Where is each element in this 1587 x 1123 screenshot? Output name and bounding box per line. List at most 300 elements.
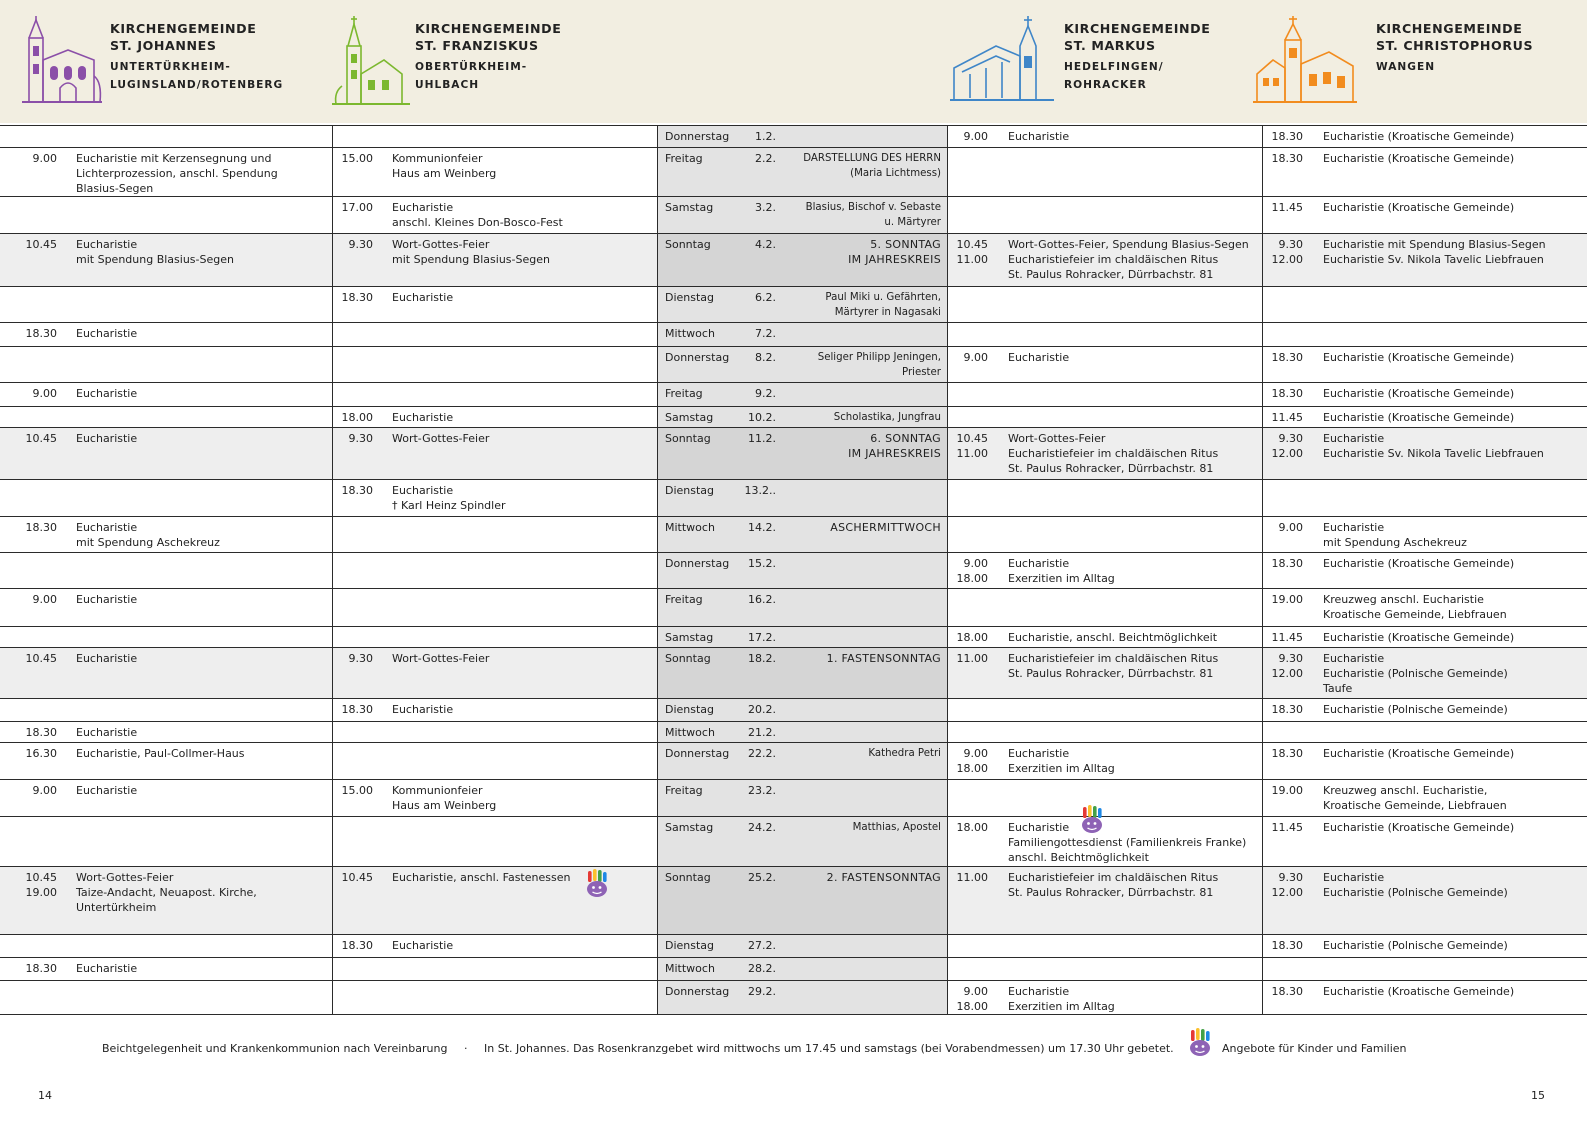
service-time: 9.30 12.00 — [1271, 652, 1303, 680]
date: 6.2. — [755, 291, 776, 304]
service-cell-c4 — [1262, 197, 1587, 233]
service-time: 9.00 — [32, 593, 57, 606]
date: 22.2. — [748, 747, 776, 760]
service-cell-c2 — [332, 780, 657, 816]
calendar-cell — [657, 287, 947, 322]
table-row — [0, 406, 1587, 427]
service-cell-c2 — [332, 126, 657, 147]
date: 28.2. — [748, 962, 776, 975]
parish-area-line2: LUGINSLAND/ROTENBERG — [110, 79, 284, 91]
feast-day: 5. SONNTAG IM JAHRESKREIS — [848, 238, 941, 266]
service-cell-c4 — [1262, 648, 1587, 698]
weekday: Dienstag — [665, 703, 715, 716]
service-description: Eucharistie (Polnische Gemeinde) — [1323, 703, 1508, 716]
service-cell-c4 — [1262, 627, 1587, 647]
service-cell-c3 — [947, 589, 1262, 626]
service-time: 11.00 — [956, 652, 988, 665]
calendar-cell — [657, 958, 947, 980]
service-description: Eucharistie (Kroatische Gemeinde) — [1323, 201, 1515, 214]
service-time: 9.30 12.00 — [1271, 871, 1303, 899]
service-cell-c2 — [332, 743, 657, 779]
parish-area-line2: ROHRACKER — [1064, 79, 1147, 91]
service-description: Eucharistie mit Spendung Blasius-Segen — [76, 238, 234, 266]
service-cell-c2 — [332, 958, 657, 980]
service-cell-c1 — [0, 287, 332, 322]
service-cell-c4 — [1262, 699, 1587, 721]
service-description: Wort-Gottes-Feier Taize-Andacht, Neuapost. Kirche, Untertürkheim — [76, 871, 257, 914]
table-row — [0, 816, 1587, 866]
service-cell-c4 — [1262, 428, 1587, 479]
service-time: 11.45 — [1271, 201, 1303, 214]
date: 25.2. — [748, 871, 776, 884]
parish-name-line1: KIRCHENGEMEINDE — [1376, 21, 1523, 36]
service-time: 19.00 — [1271, 784, 1303, 797]
calendar-cell — [657, 383, 947, 406]
service-cell-c3 — [947, 287, 1262, 322]
date: 29.2. — [748, 985, 776, 998]
service-description: Eucharistie (Kroatische Gemeinde) — [1323, 821, 1515, 834]
footer-note-confession: Beichtgelegenheit und Krankenkommunion nach Vereinbarung — [102, 1042, 448, 1055]
service-cell-c4 — [1262, 480, 1587, 516]
table-row — [0, 721, 1587, 742]
date: 27.2. — [748, 939, 776, 952]
weekday: Dienstag — [665, 939, 715, 952]
service-cell-c2 — [332, 722, 657, 742]
weekday: Samstag — [665, 201, 714, 214]
service-time: 9.00 — [32, 784, 57, 797]
service-cell-c4 — [1262, 126, 1587, 147]
service-description: Eucharistie — [76, 387, 138, 400]
parish-area-line1: OBERTÜRKHEIM- — [415, 61, 528, 73]
service-time: 9.00 — [963, 351, 988, 364]
service-time: 9.30 12.00 — [1271, 238, 1303, 266]
weekday: Mittwoch — [665, 521, 715, 534]
date: 8.2. — [755, 351, 776, 364]
service-description: Eucharistiefeier im chaldäischen Ritus St. Paulus Rohracker, Dürrbachstr. 81 — [1008, 652, 1219, 680]
service-description: Eucharistie (Kroatische Gemeinde) — [1323, 557, 1515, 570]
calendar-cell — [657, 234, 947, 286]
parish-name — [1376, 20, 1533, 54]
service-time: 9.00 — [1278, 521, 1303, 534]
service-cell-c1 — [0, 780, 332, 816]
service-time: 9.30 — [348, 432, 373, 445]
service-time: 18.30 — [1271, 703, 1303, 716]
weekday: Freitag — [665, 152, 703, 165]
weekday: Sonntag — [665, 238, 711, 251]
calendar-cell — [657, 699, 947, 721]
service-time: 18.30 — [1271, 387, 1303, 400]
service-cell-c1 — [0, 197, 332, 233]
service-cell-c4 — [1262, 817, 1587, 866]
service-description: Eucharistie † Karl Heinz Spindler — [392, 484, 506, 512]
weekday: Mittwoch — [665, 327, 715, 340]
service-cell-c2 — [332, 480, 657, 516]
service-cell-c3 — [947, 126, 1262, 147]
table-row — [0, 125, 1587, 147]
service-cell-c1 — [0, 480, 332, 516]
weekday: Donnerstag — [665, 985, 730, 998]
table-row — [0, 382, 1587, 406]
service-time: 18.30 — [1271, 747, 1303, 760]
page-number-left: 14 — [38, 1089, 52, 1102]
service-cell-c1 — [0, 407, 332, 427]
service-cell-c2 — [332, 817, 657, 866]
calendar-cell — [657, 817, 947, 866]
service-cell-c3 — [947, 722, 1262, 742]
date: 11.2. — [748, 432, 776, 445]
table-row — [0, 427, 1587, 479]
service-cell-c4 — [1262, 517, 1587, 552]
service-cell-c3 — [947, 480, 1262, 516]
service-cell-c3 — [947, 428, 1262, 479]
service-cell-c3 — [947, 935, 1262, 957]
service-cell-c1 — [0, 148, 332, 196]
service-cell-c3 — [947, 517, 1262, 552]
date: 23.2. — [748, 784, 776, 797]
calendar-cell — [657, 428, 947, 479]
calendar-cell — [657, 126, 947, 147]
parish-name-line2: ST. CHRISTOPHORUS — [1376, 38, 1534, 53]
date: 10.2. — [748, 411, 776, 424]
parish-name — [415, 20, 561, 54]
weekday: Mittwoch — [665, 726, 715, 739]
service-description: Eucharistie Exerzitien im Alltag — [1008, 557, 1115, 585]
service-time: 9.30 12.00 — [1271, 432, 1303, 460]
weekday: Sonntag — [665, 871, 711, 884]
service-description: Wort-Gottes-Feier, Spendung Blasius-Segen Eucharistiefeier im chaldäischen Ritus St. Paulus Rohracker, Dürrbachstr. 81 — [1008, 238, 1249, 281]
service-time: 18.00 — [341, 411, 373, 424]
parish-area — [110, 58, 283, 94]
kids-family-hand-icon — [1078, 805, 1108, 835]
service-description: Eucharistie Exerzitien im Alltag — [1008, 747, 1115, 775]
parish-heading-2 — [415, 20, 561, 94]
feast-day: Seliger Philipp Jeningen, Priester — [817, 352, 941, 378]
service-cell-c1 — [0, 648, 332, 698]
service-cell-c4 — [1262, 589, 1587, 626]
service-time: 11.45 — [1271, 631, 1303, 644]
table-row — [0, 322, 1587, 346]
service-cell-c4 — [1262, 981, 1587, 1014]
service-time: 17.00 — [341, 201, 373, 214]
service-cell-c1 — [0, 867, 332, 934]
weekday: Sonntag — [665, 652, 711, 665]
calendar-cell — [657, 323, 947, 346]
service-description: Eucharistie (Kroatische Gemeinde) — [1323, 747, 1515, 760]
calendar-cell — [657, 981, 947, 1014]
table-row — [0, 698, 1587, 721]
calendar-cell — [657, 867, 947, 934]
service-cell-c2 — [332, 935, 657, 957]
service-description: Wort-Gottes-Feier — [392, 652, 490, 665]
service-cell-c2 — [332, 648, 657, 698]
table-row — [0, 552, 1587, 588]
table-row — [0, 479, 1587, 516]
service-cell-c2 — [332, 699, 657, 721]
feast-day: 1. FASTENSONNTAG — [826, 652, 941, 665]
service-description: Wort-Gottes-Feier Eucharistiefeier im chaldäischen Ritus St. Paulus Rohracker, Dürrbachstr. 81 — [1008, 432, 1219, 475]
service-time: 19.00 — [1271, 593, 1303, 606]
footer-separator: · — [464, 1042, 468, 1055]
service-cell-c3 — [947, 958, 1262, 980]
parish-heading-4 — [1376, 20, 1533, 76]
service-time: 18.30 — [341, 484, 373, 497]
feast-day: Paul Miki u. Gefährten, Märtyrer in Nagasaki — [825, 292, 941, 318]
parish-name-line1: KIRCHENGEMEINDE — [415, 21, 562, 36]
service-description: Eucharistie — [392, 703, 454, 716]
service-time: 9.30 — [348, 652, 373, 665]
service-cell-c2 — [332, 234, 657, 286]
parish-name — [1064, 20, 1210, 54]
feast-day: 6. SONNTAG IM JAHRESKREIS — [848, 432, 941, 460]
date: 7.2. — [755, 327, 776, 340]
parish-area-line1: WANGEN — [1376, 61, 1436, 73]
date: 4.2. — [755, 238, 776, 251]
calendar-cell — [657, 553, 947, 588]
service-cell-c3 — [947, 699, 1262, 721]
service-cell-c2 — [332, 867, 657, 934]
weekday: Donnerstag — [665, 557, 730, 570]
service-cell-c4 — [1262, 234, 1587, 286]
parish-name-line2: ST. MARKUS — [1064, 38, 1156, 53]
service-description: Eucharistie Eucharistie (Polnische Gemeinde) — [1323, 871, 1508, 899]
service-cell-c1 — [0, 981, 332, 1014]
service-cell-c4 — [1262, 287, 1587, 322]
service-cell-c4 — [1262, 935, 1587, 957]
service-cell-c3 — [947, 383, 1262, 406]
calendar-cell — [657, 517, 947, 552]
feast-day: Matthias, Apostel — [852, 822, 941, 833]
service-description: Eucharistie (Kroatische Gemeinde) — [1323, 387, 1515, 400]
service-time: 10.45 — [25, 652, 57, 665]
service-cell-c1 — [0, 743, 332, 779]
service-cell-c3 — [947, 234, 1262, 286]
service-description: Eucharistie — [76, 432, 138, 445]
calendar-cell — [657, 648, 947, 698]
service-cell-c1 — [0, 699, 332, 721]
service-cell-c2 — [332, 383, 657, 406]
service-time: 10.45 — [25, 238, 57, 251]
service-cell-c2 — [332, 148, 657, 196]
weekday: Donnerstag — [665, 130, 730, 143]
table-row — [0, 196, 1587, 233]
service-description: Eucharistie — [392, 411, 454, 424]
service-time: 18.00 — [956, 821, 988, 834]
service-description: Eucharistie (Kroatische Gemeinde) — [1323, 411, 1515, 424]
service-cell-c4 — [1262, 780, 1587, 816]
service-cell-c4 — [1262, 867, 1587, 934]
service-time: 11.45 — [1271, 411, 1303, 424]
service-cell-c1 — [0, 958, 332, 980]
table-row — [0, 934, 1587, 957]
service-cell-c2 — [332, 589, 657, 626]
service-description: Eucharistie — [1008, 130, 1070, 143]
parish-name-line1: KIRCHENGEMEINDE — [1064, 21, 1211, 36]
table-row — [0, 233, 1587, 286]
parish-heading-3 — [1064, 20, 1210, 94]
feast-day: Scholastika, Jungfrau — [833, 412, 941, 423]
service-time: 9.00 18.00 — [956, 985, 988, 1013]
parish-heading-1 — [110, 20, 283, 94]
service-description: Eucharistie — [1008, 351, 1070, 364]
service-description: Wort-Gottes-Feier mit Spendung Blasius-Segen — [392, 238, 550, 266]
service-time: 9.00 18.00 — [956, 557, 988, 585]
weekday: Freitag — [665, 593, 703, 606]
weekday: Mittwoch — [665, 962, 715, 975]
service-description: Eucharistiefeier im chaldäischen Ritus St. Paulus Rohracker, Dürrbachstr. 81 — [1008, 871, 1219, 899]
table-row — [0, 742, 1587, 779]
date: 20.2. — [748, 703, 776, 716]
table-row — [0, 980, 1587, 1015]
service-description: Eucharistie Eucharistie Sv. Nikola Tavelic Liebfrauen — [1323, 432, 1544, 460]
date: 18.2. — [748, 652, 776, 665]
service-time: 18.30 — [1271, 557, 1303, 570]
parish-area-line1: HEDELFINGEN/ — [1064, 61, 1164, 73]
calendar-cell — [657, 197, 947, 233]
service-description: Eucharistie Familiengottesdienst (Familienkreis Franke) anschl. Beichtmöglichkeit — [1008, 821, 1247, 864]
service-description: Eucharistie Eucharistie (Polnische Gemeinde) Taufe — [1323, 652, 1508, 695]
table-row — [0, 957, 1587, 980]
service-description: Eucharistie, anschl. Fastenessen — [392, 871, 571, 884]
service-time: 18.30 — [25, 521, 57, 534]
service-cell-c4 — [1262, 407, 1587, 427]
service-cell-c3 — [947, 867, 1262, 934]
calendar-cell — [657, 627, 947, 647]
weekday: Samstag — [665, 411, 714, 424]
service-cell-c2 — [332, 347, 657, 382]
service-time: 9.00 18.00 — [956, 747, 988, 775]
date: 1.2. — [755, 130, 776, 143]
service-cell-c2 — [332, 287, 657, 322]
service-cell-c3 — [947, 347, 1262, 382]
service-time: 9.30 — [348, 238, 373, 251]
service-description: Eucharistie — [76, 327, 138, 340]
table-row — [0, 346, 1587, 382]
service-description: Eucharistie mit Spendung Blasius-Segen Eucharistie Sv. Nikola Tavelic Liebfrauen — [1323, 238, 1546, 266]
date: 9.2. — [755, 387, 776, 400]
calendar-cell — [657, 347, 947, 382]
service-description: Eucharistie — [76, 593, 138, 606]
date: 16.2. — [748, 593, 776, 606]
service-description: Eucharistie (Kroatische Gemeinde) — [1323, 152, 1515, 165]
service-cell-c4 — [1262, 722, 1587, 742]
parish-area — [1064, 58, 1210, 94]
service-time: 10.45 11.00 — [956, 432, 988, 460]
weekday: Sonntag — [665, 432, 711, 445]
service-time: 10.45 11.00 — [956, 238, 988, 266]
parish-name-line2: ST. FRANZISKUS — [415, 38, 539, 53]
weekday: Samstag — [665, 631, 714, 644]
calendar-cell — [657, 935, 947, 957]
parish-name — [110, 20, 283, 54]
service-description: Eucharistie (Kroatische Gemeinde) — [1323, 985, 1515, 998]
service-time: 10.45 — [25, 432, 57, 445]
service-cell-c4 — [1262, 323, 1587, 346]
table-row — [0, 516, 1587, 552]
service-cell-c3 — [947, 553, 1262, 588]
kids-family-hand-icon — [1186, 1028, 1216, 1058]
service-cell-c1 — [0, 428, 332, 479]
service-cell-c4 — [1262, 553, 1587, 588]
weekday: Dienstag — [665, 291, 715, 304]
parish-name-line2: ST. JOHANNES — [110, 38, 217, 53]
service-cell-c1 — [0, 817, 332, 866]
footer-note-rosary: In St. Johannes. Das Rosenkranzgebet wird mittwochs um 17.45 und samstags (bei Vorabendmessen) um 17.30 Uhr gebetet. — [484, 1042, 1174, 1055]
service-time: 18.30 — [1271, 939, 1303, 952]
date: 17.2. — [748, 631, 776, 644]
parish-area — [1376, 58, 1533, 76]
service-description: Eucharistie — [76, 962, 138, 975]
date: 24.2. — [748, 821, 776, 834]
service-cell-c3 — [947, 817, 1262, 866]
page-number-right: 15 — [1531, 1089, 1545, 1102]
service-description: Eucharistie — [76, 726, 138, 739]
service-time: 15.00 — [341, 784, 373, 797]
service-cell-c3 — [947, 743, 1262, 779]
service-time: 10.45 — [341, 871, 373, 884]
service-cell-c1 — [0, 553, 332, 588]
service-description: Eucharistie (Kroatische Gemeinde) — [1323, 351, 1515, 364]
footer-legend-label: Angebote für Kinder und Familien — [1222, 1042, 1407, 1055]
calendar-cell — [657, 780, 947, 816]
service-cell-c1 — [0, 722, 332, 742]
calendar-cell — [657, 722, 947, 742]
table-row — [0, 147, 1587, 196]
weekday: Freitag — [665, 387, 703, 400]
service-description: Eucharistie mit Spendung Aschekreuz — [76, 521, 220, 549]
service-time: 18.30 — [1271, 152, 1303, 165]
service-cell-c2 — [332, 553, 657, 588]
service-description: Eucharistie mit Spendung Aschekreuz — [1323, 521, 1467, 549]
service-time: 11.00 — [956, 871, 988, 884]
service-cell-c4 — [1262, 148, 1587, 196]
table-row — [0, 286, 1587, 322]
service-cell-c3 — [947, 148, 1262, 196]
service-cell-c3 — [947, 197, 1262, 233]
feast-day: Kathedra Petri — [868, 748, 941, 759]
footer-note — [0, 1028, 1587, 1060]
service-description: Kommunionfeier Haus am Weinberg — [392, 784, 497, 812]
service-description: Eucharistie (Kroatische Gemeinde) — [1323, 631, 1515, 644]
service-cell-c2 — [332, 407, 657, 427]
date: 21.2. — [748, 726, 776, 739]
service-time: 9.00 — [32, 152, 57, 165]
service-time: 11.45 — [1271, 821, 1303, 834]
service-description: Eucharistie — [76, 784, 138, 797]
header — [0, 0, 1587, 123]
table-row — [0, 866, 1587, 934]
date: 3.2. — [755, 201, 776, 214]
service-time: 9.00 — [963, 130, 988, 143]
service-cell-c1 — [0, 234, 332, 286]
service-time: 18.30 — [1271, 351, 1303, 364]
parish-name-line1: KIRCHENGEMEINDE — [110, 21, 257, 36]
service-description: Wort-Gottes-Feier — [392, 432, 490, 445]
weekday: Donnerstag — [665, 747, 730, 760]
service-cell-c4 — [1262, 347, 1587, 382]
service-cell-c1 — [0, 935, 332, 957]
parish-area-line2: UHLBACH — [415, 79, 480, 91]
service-cell-c3 — [947, 981, 1262, 1014]
service-description: Kreuzweg anschl. Eucharistie Kroatische Gemeinde, Liebfrauen — [1323, 593, 1507, 621]
service-cell-c1 — [0, 589, 332, 626]
service-time: 18.30 — [341, 939, 373, 952]
service-time: 18.30 — [341, 703, 373, 716]
service-cell-c3 — [947, 407, 1262, 427]
service-cell-c2 — [332, 197, 657, 233]
service-cell-c1 — [0, 517, 332, 552]
service-cell-c2 — [332, 323, 657, 346]
parish-area — [415, 58, 561, 94]
